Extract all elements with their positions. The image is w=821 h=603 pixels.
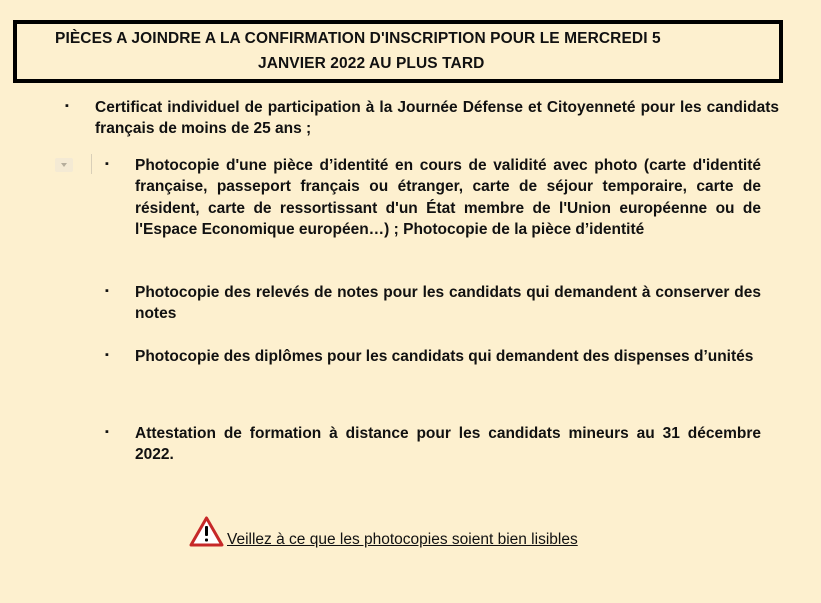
list-item-releves-notes: Photocopie des relevés de notes pour les candidats qui demandent à conserver des notes (135, 284, 761, 323)
bullet-icon: ▪ (105, 158, 109, 170)
list-item-piece-identite: Photocopie d'une pièce d’identité en cours de validité avec photo (carte d'identité française, passeport français ou étranger, carte de séjour temporaire, carte de résident, carte de ressortissant d'un État membre de l'Union européenne ou de l'Espace Economique européen…) ; Photocopie de la pièce d’identité (135, 157, 761, 238)
bullet-icon: ▪ (105, 285, 109, 297)
divider (91, 154, 92, 174)
bullet-icon: ▪ (105, 349, 109, 361)
list-item-attestation: Attestation de formation à distance pour les candidats mineurs au 31 décembre 2022. (135, 425, 761, 464)
title-line-2: JANVIER 2022 AU PLUS TARD (258, 55, 485, 72)
list-item-certificat: Certificat individuel de participation à la Journée Défense et Citoyenneté pour les candidats français de moins de 25 ans ; (95, 99, 779, 138)
title-line-1: PIÈCES A JOINDRE A LA CONFIRMATION D'INSCRIPTION POUR LE MERCREDI 5 (55, 30, 661, 47)
bullet-icon: ▪ (105, 426, 109, 438)
title-box (13, 20, 783, 83)
warning-link[interactable]: Veillez à ce que les photocopies soient bien lisibles (227, 531, 578, 548)
warning-triangle-icon (189, 516, 224, 547)
chevron-down-icon (61, 163, 67, 167)
list-item-diplomes: Photocopie des diplômes pour les candidats qui demandent des dispenses d’unités (135, 348, 754, 365)
bullet-icon: ▪ (65, 100, 69, 112)
collapse-toggle-button[interactable] (55, 158, 73, 172)
